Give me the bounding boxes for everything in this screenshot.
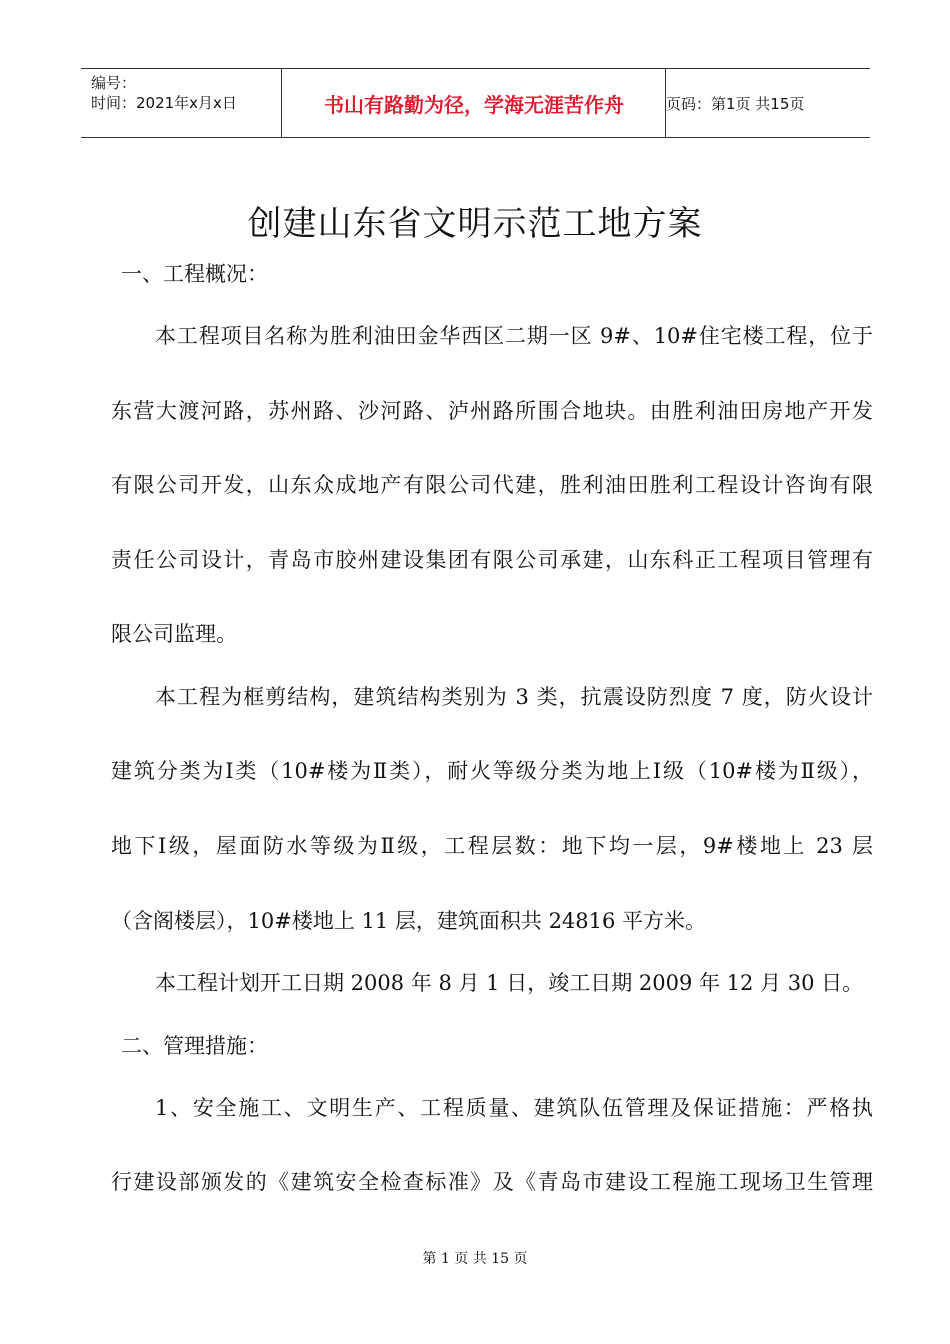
paragraph-line: 1、安全施工、文明生产、工程质量、建筑队伍管理及保证措施：严格执 [155,1096,873,1120]
header-meta [91,73,237,113]
header-motto: 书山有路勤为径，学海无涯苦作舟 [324,92,624,117]
paragraph-line: 限公司监理。 [111,622,237,646]
paragraph-line: 行建设部颁发的《建筑安全检查标准》及《青岛市建设工程施工现场卫生管理 [111,1170,873,1194]
paragraph-line: 本工程计划开工日期 2008 年 8 月 1 日，竣工日期 2009 年 12 月 30 日。 [155,971,864,995]
paragraph-line: 地下Ⅰ级，屋面防水等级为Ⅱ级，工程层数：地下均一层，9#楼地上 23 层 [111,834,873,858]
header-page-info: 页码：第1页 共15页 [666,94,805,113]
section-heading: 一、工程概况： [121,262,268,286]
paragraph-line: 有限公司开发，山东众成地产有限公司代建，胜利油田胜利工程设计咨询有限 [111,473,873,497]
paragraph-line: 责任公司设计，青岛市胶州建设集团有限公司承建，山东科正工程项目管理有 [111,548,873,572]
page-footer: 第 1 页 共 15 页 [422,1251,528,1267]
paragraph-line: 东营大渡河路，苏州路、沙河路、泸州路所围合地块。由胜利油田房地产开发 [111,399,873,423]
paragraph-line: 本工程为框剪结构，建筑结构类别为 3 类，抗震设防烈度 7 度，防火设计 [155,685,873,709]
number-label: 编号： [91,74,137,92]
paragraph-line: 建筑分类为Ⅰ类（10#楼为Ⅱ类），耐火等级分类为地上Ⅰ级（10#楼为Ⅱ级）， [111,759,873,783]
paragraph-line: （含阁楼层），10#楼地上 11 层，建筑面积共 24816 平方米。 [111,909,707,933]
header-table [81,68,870,138]
document-title: 创建山东省文明示范工地方案 [247,204,703,244]
section-heading: 二、管理措施： [121,1034,268,1058]
time-label: 时间：2021年x月x日 [91,94,237,112]
paragraph-line: 本工程项目名称为胜利油田金华西区二期一区 9#、10#住宅楼工程，位于 [155,324,873,348]
